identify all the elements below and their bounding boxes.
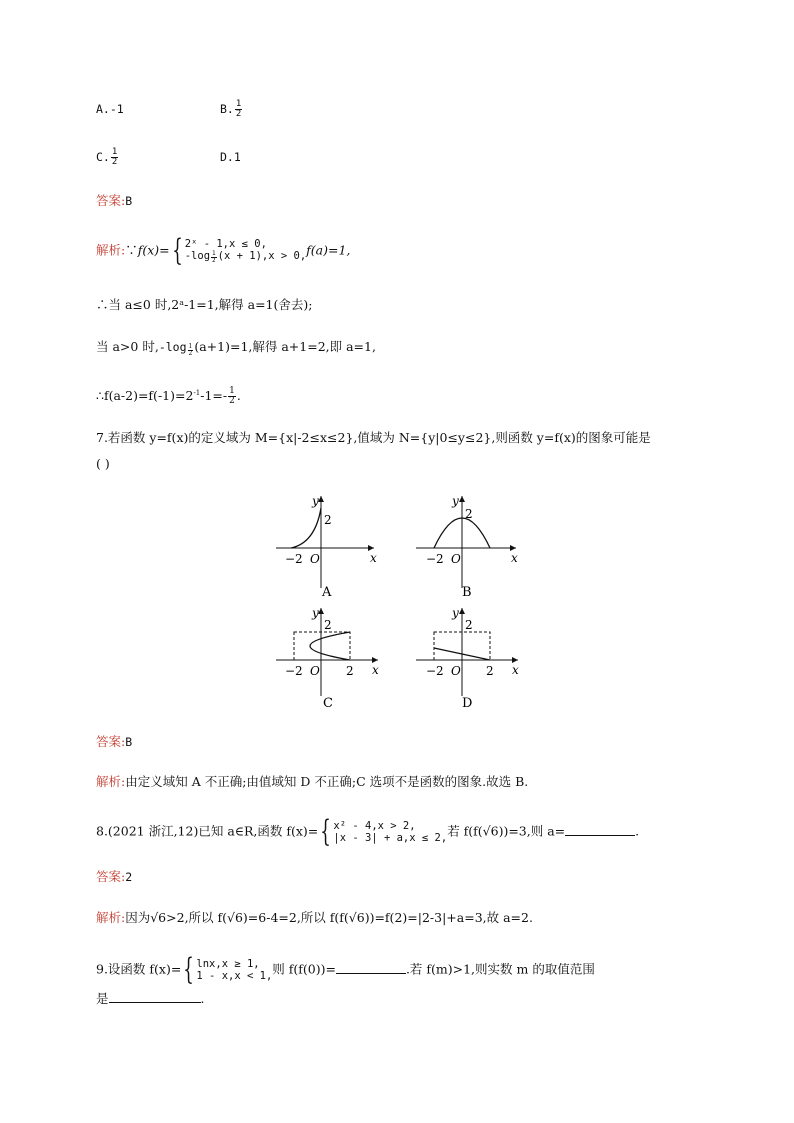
piecewise-cases: lnx,x ≥ 1, 1 - x,x < 1, (196, 958, 273, 982)
axis-label-x: x (370, 551, 377, 565)
axis-label-y: y (312, 494, 319, 508)
origin-label: O (451, 664, 461, 678)
tick-label-2: 2 (465, 507, 473, 521)
graph-label-b: B (462, 585, 472, 600)
piecewise-cases: 2ˣ - 1,x ≤ 0, -log $\frac{1}{2}$ (x + 1),x > 0, (184, 238, 307, 264)
option-b (220, 100, 243, 119)
question-9: 9.设函数 f(x)={ lnx,x ≥ 1, 1 - x,x < 1, 则 f(f(0))= .若 f(m)>1,则实数 m 的取值范围 (96, 952, 595, 987)
graph-label-a: A (322, 585, 332, 600)
solution-label: 解析: (96, 910, 126, 925)
graph-d (416, 606, 519, 711)
graph-c (276, 606, 379, 711)
solution-label: 解析: (96, 774, 126, 789)
axis-label-x: x (512, 663, 519, 677)
question-8: 8.(2021 浙江,12)已知 a∈R,函数 f(x)={ x² - 4,x > 2, |x - 3| + a,x ≤ 2, 若 f(f(√6))=3,则 a= . (96, 814, 640, 849)
answer-2 (96, 733, 132, 751)
graph-figure (0, 488, 794, 718)
axis-label-x: x (372, 663, 379, 677)
solution-2: 解析:由定义域知 A 不正确;由值域知 D 不正确;C 选项不是函数的图象.故选 B. (96, 774, 529, 789)
origin-label: O (310, 552, 320, 566)
solution-step-3: $\therefore f(a-2)=f(-1)=2^{-1}-1=-$ $\frac{1}{2}$ . (96, 386, 241, 406)
axis-label-x: x (511, 551, 518, 565)
option-d: D.1 (220, 150, 241, 164)
tick-label-2: 2 (465, 618, 473, 632)
tick-label-neg2: −2 (285, 664, 303, 678)
question-9-line-2: 是 . (96, 991, 205, 1006)
graph-label-d: D (462, 696, 473, 711)
piecewise-cases: x² - 4,x > 2, |x - 3| + a,x ≤ 2, (333, 820, 448, 844)
answer-label: 答案: (96, 869, 126, 884)
tick-label-2: 2 (324, 513, 332, 527)
graph-label-c: C (323, 696, 333, 711)
option-c (96, 148, 119, 167)
axis-label-y: y (452, 494, 459, 508)
tick-label-neg2: −2 (285, 552, 303, 566)
tick-label-2-x: 2 (486, 664, 494, 678)
answer-3 (96, 868, 132, 886)
tick-label-2-x: 2 (346, 664, 354, 678)
tick-label-neg2: −2 (426, 664, 444, 678)
answer-value: B (125, 194, 133, 208)
solution-1: 解析:∵f(x)={ 2ˣ - 1,x ≤ 0, -log $\frac{1}{2}$ (x + 1),x > 0, f(a)=1, (96, 233, 351, 268)
answer-blank[interactable] (565, 823, 635, 836)
graph-b (416, 494, 518, 600)
answer-blank-1[interactable] (336, 961, 406, 974)
question-7-line-2: ( ) (96, 456, 110, 471)
answer-1 (96, 192, 132, 210)
origin-label: O (451, 552, 461, 566)
axis-label-y: y (452, 606, 459, 620)
solution-label: 解析: (96, 242, 126, 258)
option-c-prefix: C. (96, 150, 110, 164)
tick-label-neg2: −2 (426, 552, 444, 566)
answer-value: B (125, 735, 133, 749)
answer-label: 答案: (96, 734, 126, 749)
solution-step-2: 当 a>0 时,-log $\frac{1}{2}$ (a+1)=1,解得 a+1=2,即 a=1, (96, 339, 376, 357)
graph-a (276, 494, 377, 600)
axis-label-y: y (312, 606, 319, 620)
condition: f(a)=1, (306, 242, 351, 258)
fraction-half: $\frac{1}{2}$ (111, 147, 118, 167)
tick-label-2: 2 (324, 618, 332, 632)
option-b-prefix: B. (220, 102, 234, 116)
answer-blank-2[interactable] (109, 990, 201, 1003)
solution-step-1: ∴当 a≤0 时,2ᵃ-1=1,解得 a=1(舍去); (96, 297, 313, 312)
solution-3: 解析:因为√6>2,所以 f(√6)=6-4=2,所以 f(f(√6))=f(2)=|2-3|+a=3,故 a=2. (96, 910, 533, 925)
option-a: A.-1 (96, 102, 124, 116)
answer-value: 2 (125, 870, 133, 884)
answer-label: 答案: (96, 193, 126, 208)
question-7-line-1: 7.若函数 y=f(x)的定义域为 M={x|-2≤x≤2},值域为 N={y|0≤y≤2},则函数 y=f(x)的图象可能是 (96, 430, 651, 445)
fraction-half: $\frac{1}{2}$ (235, 99, 242, 119)
origin-label: O (310, 664, 320, 678)
